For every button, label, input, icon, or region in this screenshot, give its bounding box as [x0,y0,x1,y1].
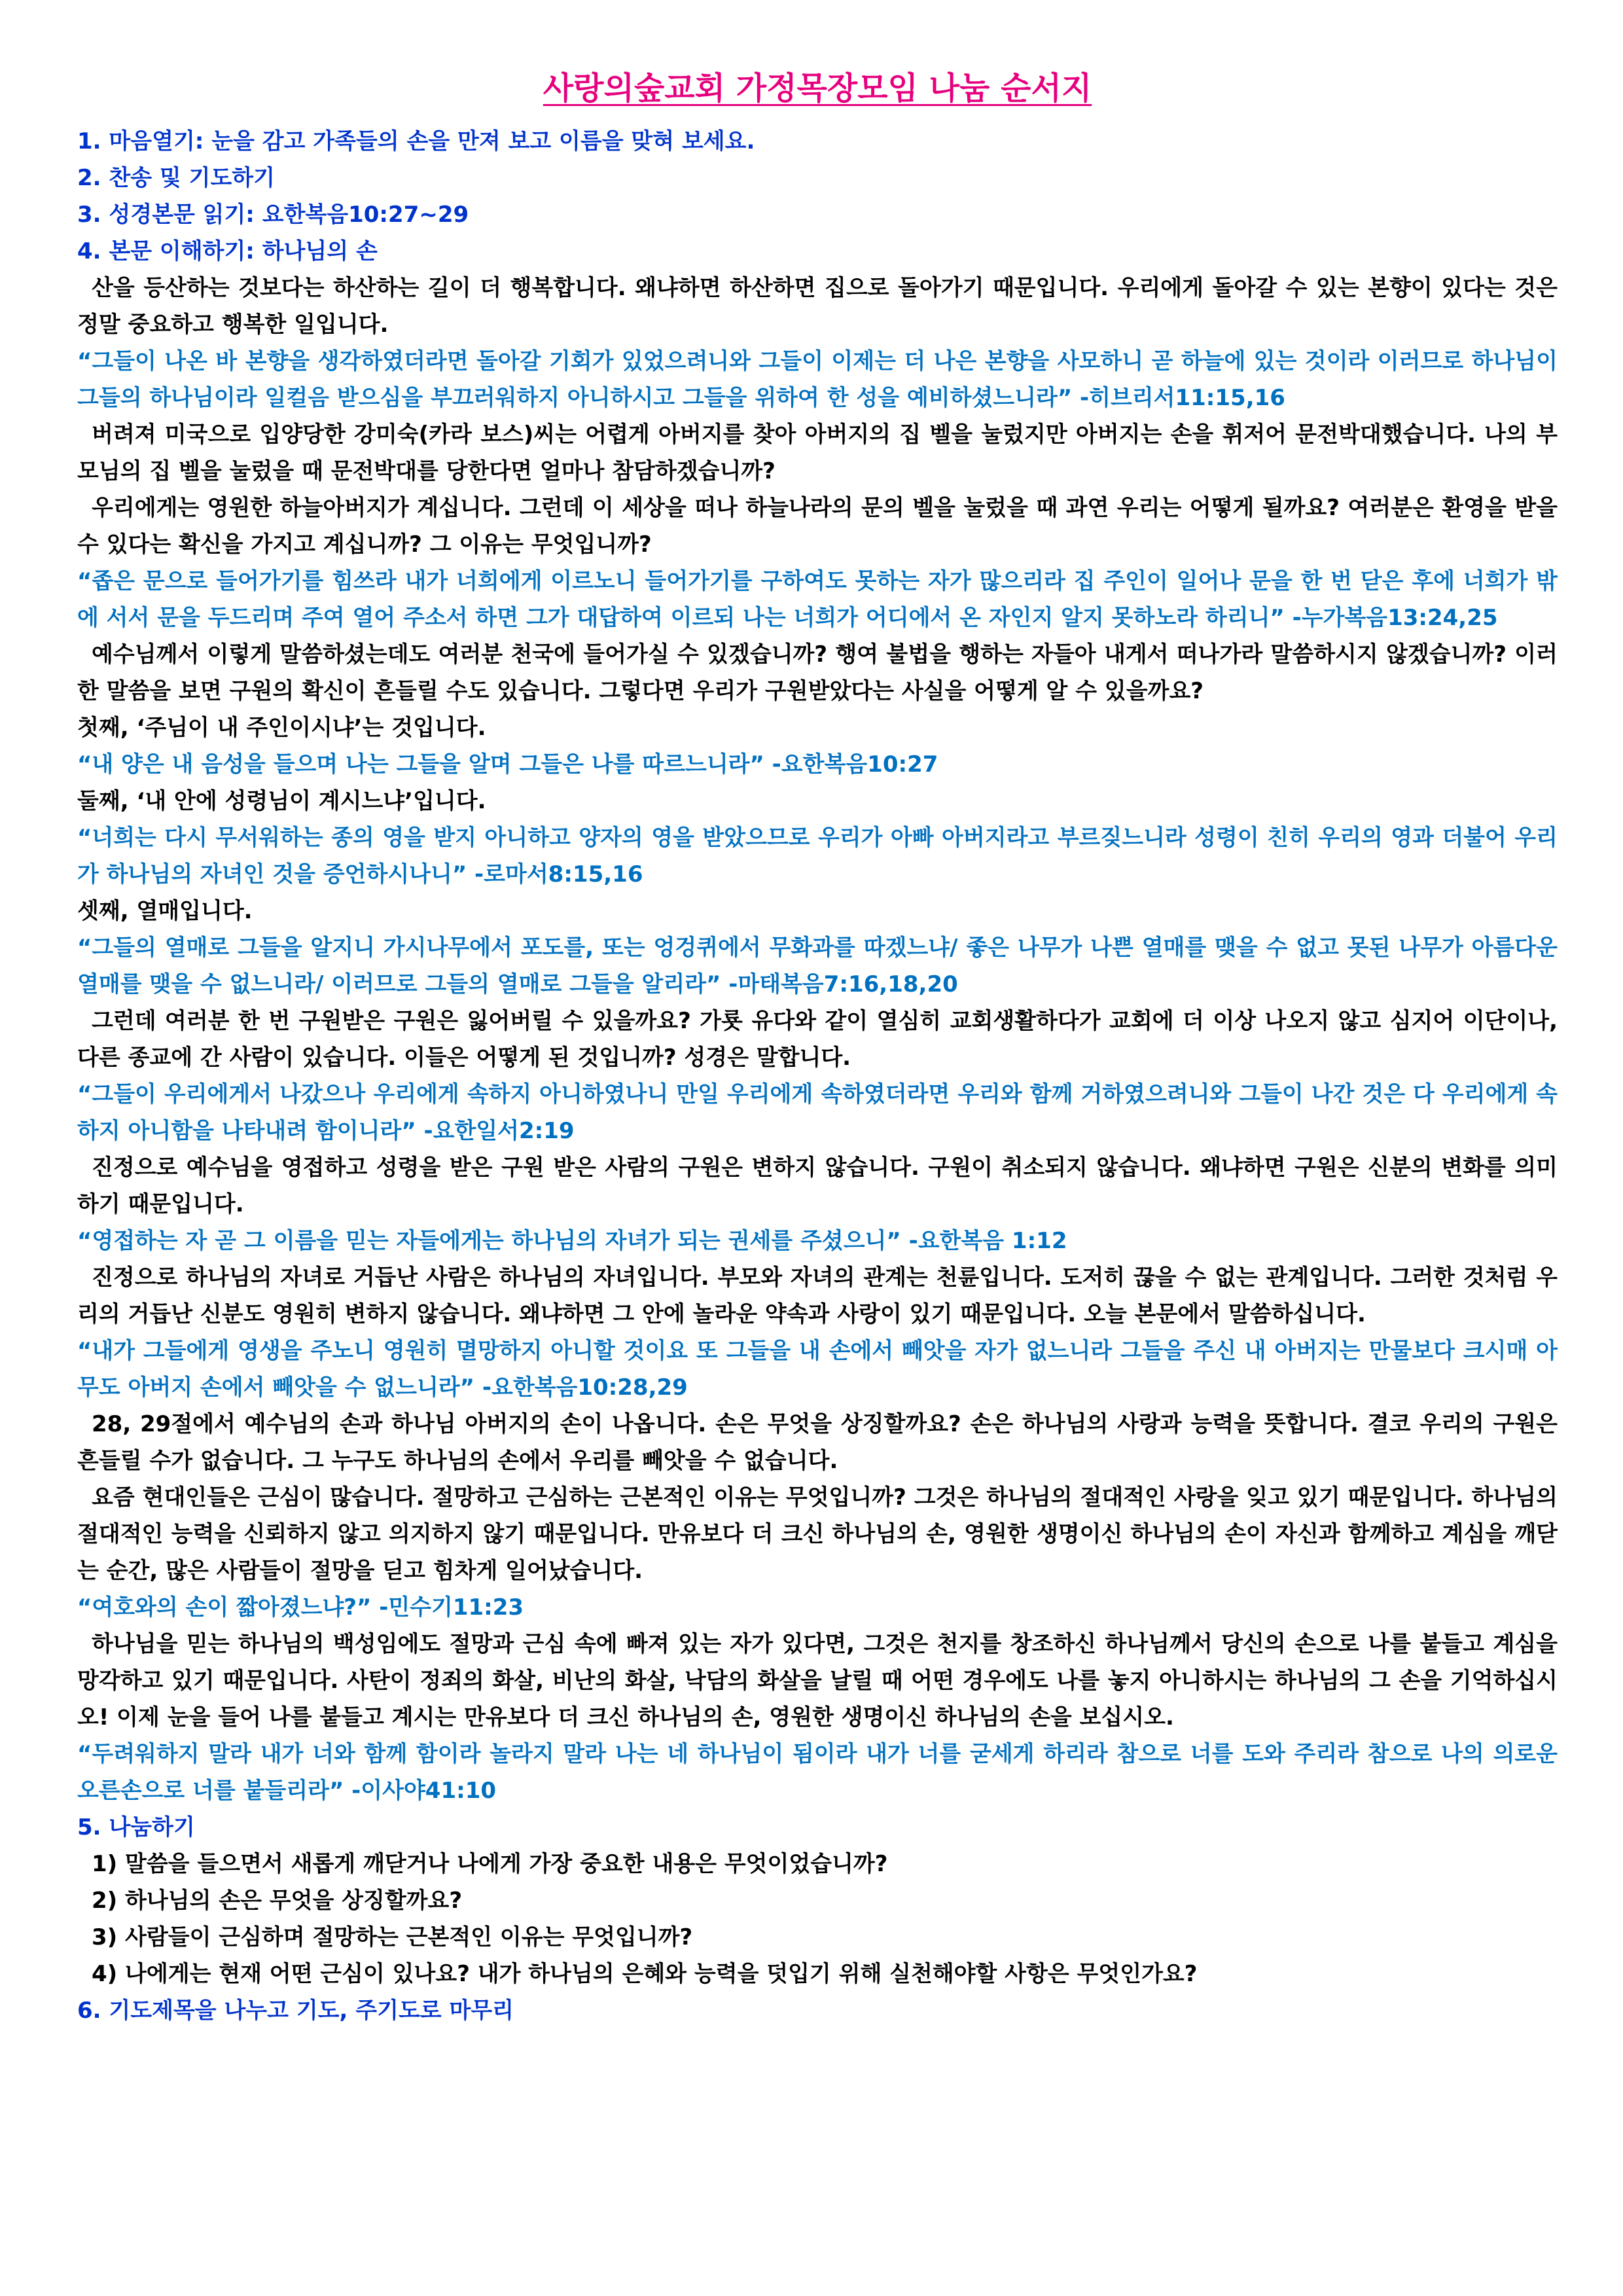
scripture-quote: “두려워하지 말라 내가 너와 함께 함이라 놀라지 말라 나는 네 하나님이 됨이라 내가 너를 굳세게 하리라 참으로 너를 도와 주리라 참으로 나의 의로운 오른손으로 너를 붙들리라” -이사야41:10 [77,1741,1558,1804]
point-heading: 둘째, ‘내 안에 성령님이 계시느냐’입니다. [77,788,486,814]
scripture-quote: “그들이 나온 바 본향을 생각하였더라면 돌아갈 기회가 있었으려니와 그들이 이제는 더 나은 본향을 사모하니 곧 하늘에 있는 것이라 이러므로 하나님이 그들의 하나님이라 일컬음 받으심을 부끄러워하지 아니하시고 그들을 위하여 한 성을 예비하셨느니라” -히브리서11:15,16 [77,348,1558,411]
body-paragraph: 우리에게는 영원한 하늘아버지가 계십니다. 그런데 이 세상을 떠나 하늘나라의 문의 벨을 눌렀을 때 과연 우리는 어떻게 될까요? 여러분은 환영을 받을 수 있다는 확신을 가지고 계십니까? 그 이유는 무엇입니까? [77,495,1558,558]
point-heading: 첫째, ‘주님이 내 주인이시냐’는 것입니다. [77,715,486,741]
scripture-quote: “영접하는 자 곧 그 이름을 믿는 자들에게는 하나님의 자녀가 되는 권세를 주셨으니” -요한복음 1:12 [77,1228,1067,1254]
scripture-quote: “여호와의 손이 짧아졌느냐?” -민수기11:23 [77,1594,524,1621]
scripture-quote: “너희는 다시 무서워하는 종의 영을 받지 아니하고 양자의 영을 받았으므로 우리가 아빠 아버지라고 부르짖느니라 성령이 친히 우리의 영과 더불어 우리가 하나님의 자녀인 것을 증언하시나니” -로마서8:15,16 [77,825,1558,888]
document-page [77,65,1558,2278]
sharing-question: 4) 나에게는 현재 어떤 근심이 있나요? 내가 하나님의 은혜와 능력을 덧입기 위해 실천해야할 사항은 무엇인가요? [92,1961,1198,1987]
scripture-quote: “내 양은 내 음성을 들으며 나는 그들을 알며 그들은 나를 따르느니라” -요한복음10:27 [77,751,938,778]
sharing-question: 1) 말씀을 들으면서 새롭게 깨닫거나 나에게 가장 중요한 내용은 무엇이었습니까? [92,1851,888,1877]
step-1: 1. 마음열기: 눈을 감고 가족들의 손을 만져 보고 이름을 맞혀 보세요. [77,128,755,154]
point-heading: 셋째, 열매입니다. [77,898,253,924]
page-title: 사랑의숲교회 가정목장모임 나눔 순서지 [543,70,1092,107]
step-6: 6. 기도제목을 나누고 기도, 주기도로 마무리 [77,1998,514,2024]
body-paragraph: 진정으로 하나님의 자녀로 거듭난 사람은 하나님의 자녀입니다. 부모와 자녀의 관계는 천륜입니다. 도저히 끊을 수 없는 관계입니다. 그러한 것처럼 우리의 거듭난 신분도 영원히 변하지 않습니다. 왜냐하면 그 안에 놀라운 약속과 사랑이 있기 때문입니다. 오늘 본문에서 말씀하십니다. [77,1265,1558,1327]
body-paragraph: 요즘 현대인들은 근심이 많습니다. 절망하고 근심하는 근본적인 이유는 무엇입니까? 그것은 하나님의 절대적인 사랑을 잊고 있기 때문입니다. 하나님의 절대적인 능력을 신뢰하지 않고 의지하지 않기 때문입니다. 만유보다 더 크신 하나님의 손, 영원한 생명이신 하나님의 손이 자신과 함께하고 계심을 깨닫는 순간, 많은 사람들이 절망을 딛고 힘차게 일어났습니다. [77,1484,1558,1584]
step-5: 5. 나눔하기 [77,1814,195,1840]
scripture-quote: “그들이 우리에게서 나갔으나 우리에게 속하지 아니하였나니 만일 우리에게 속하였더라면 우리와 함께 거하였으려니와 그들이 나간 것은 다 우리에게 속하지 아니함을 나타내려 함이니라” -요한일서2:19 [77,1081,1558,1144]
scripture-quote: “좁은 문으로 들어가기를 힘쓰라 내가 너희에게 이르노니 들어가기를 구하여도 못하는 자가 많으리라 집 주인이 일어나 문을 한 번 닫은 후에 너희가 밖에 서서 문을 두드리며 주여 열어 주소서 하면 그가 대답하여 이르되 나는 너희가 어디에서 온 자인지 알지 못하노라 하리니” -누가복음13:24,25 [77,568,1558,631]
body-paragraph: 그런데 여러분 한 번 구원받은 구원은 잃어버릴 수 있을까요? 가룟 유다와 같이 열심히 교회생활하다가 교회에 더 이상 나오지 않고 심지어 이단이나, 다른 종교에 간 사람이 있습니다. 이들은 어떻게 된 것입니까? 성경은 말합니다. [77,1008,1558,1071]
sharing-question: 3) 사람들이 근심하며 절망하는 근본적인 이유는 무엇입니까? [92,1924,693,1950]
sharing-question: 2) 하나님의 손은 무엇을 상징할까요? [92,1888,463,1914]
step-2: 2. 찬송 및 기도하기 [77,165,275,191]
step-4: 4. 본문 이해하기: 하나님의 손 [77,238,378,264]
scripture-quote: “내가 그들에게 영생을 주노니 영원히 멸망하지 아니할 것이요 또 그들을 내 손에서 빼앗을 자가 없느니라 그들을 주신 내 아버지는 만물보다 크시매 아무도 아버지 손에서 빼앗을 수 없느니라” -요한복음10:28,29 [77,1338,1558,1401]
body-paragraph: 진정으로 예수님을 영접하고 성령을 받은 구원 받은 사람의 구원은 변하지 않습니다. 구원이 취소되지 않습니다. 왜냐하면 구원은 신분의 변화를 의미하기 때문입니다. [77,1155,1558,1217]
step-3: 3. 성경본문 읽기: 요한복음10:27~29 [77,202,469,228]
body-paragraph: 예수님께서 이렇게 말씀하셨는데도 여러분 천국에 들어가실 수 있겠습니까? 행여 불법을 행하는 자들아 내게서 떠나가라 말씀하시지 않겠습니까? 이러한 말씀을 보면 구원의 확신이 흔들릴 수도 있습니다. 그렇다면 우리가 구원받았다는 사실을 어떻게 알 수 있을까요? [77,641,1558,704]
body-paragraph: 버려져 미국으로 입양당한 강미숙(카라 보스)씨는 어렵게 아버지를 찾아 아버지의 집 벨을 눌렀지만 아버지는 손을 휘저어 문전박대했습니다. 나의 부모님의 집 벨을 눌렀을 때 문전박대를 당한다면 얼마나 참담하겠습니까? [77,422,1558,484]
body-paragraph: 산을 등산하는 것보다는 하산하는 길이 더 행복합니다. 왜냐하면 하산하면 집으로 돌아가기 때문입니다. 우리에게 돌아갈 수 있는 본향이 있다는 것은 정말 중요하고 행복한 일입니다. [77,275,1558,338]
body-paragraph: 28, 29절에서 예수님의 손과 하나님 아버지의 손이 나옵니다. 손은 무엇을 상징할까요? 손은 하나님의 사랑과 능력을 뜻합니다. 결코 우리의 구원은 흔들릴 수가 없습니다. 그 누구도 하나님의 손에서 우리를 빼앗을 수 없습니다. [77,1411,1558,1474]
body-paragraph: 하나님을 믿는 하나님의 백성임에도 절망과 근심 속에 빠져 있는 자가 있다면, 그것은 천지를 창조하신 하나님께서 당신의 손으로 나를 붙들고 계심을 망각하고 있기 때문입니다. 사탄이 정죄의 화살, 비난의 화살, 낙담의 화살을 날릴 때 어떤 경우에도 나를 놓지 아니하시는 하나님의 그 손을 기억하십시오! 이제 눈을 들어 나를 붙들고 계시는 만유보다 더 크신 하나님의 손, 영원한 생명이신 하나님의 손을 보십시오. [77,1631,1558,1731]
scripture-quote: “그들의 열매로 그들을 알지니 가시나무에서 포도를, 또는 엉겅퀴에서 무화과를 따겠느냐/ 좋은 나무가 나쁜 열매를 맺을 수 없고 못된 나무가 아름다운 열매를 맺을 수 없느니라/ 이러므로 그들의 열매로 그들을 알리라” -마태복음7:16,18,20 [77,935,1558,997]
